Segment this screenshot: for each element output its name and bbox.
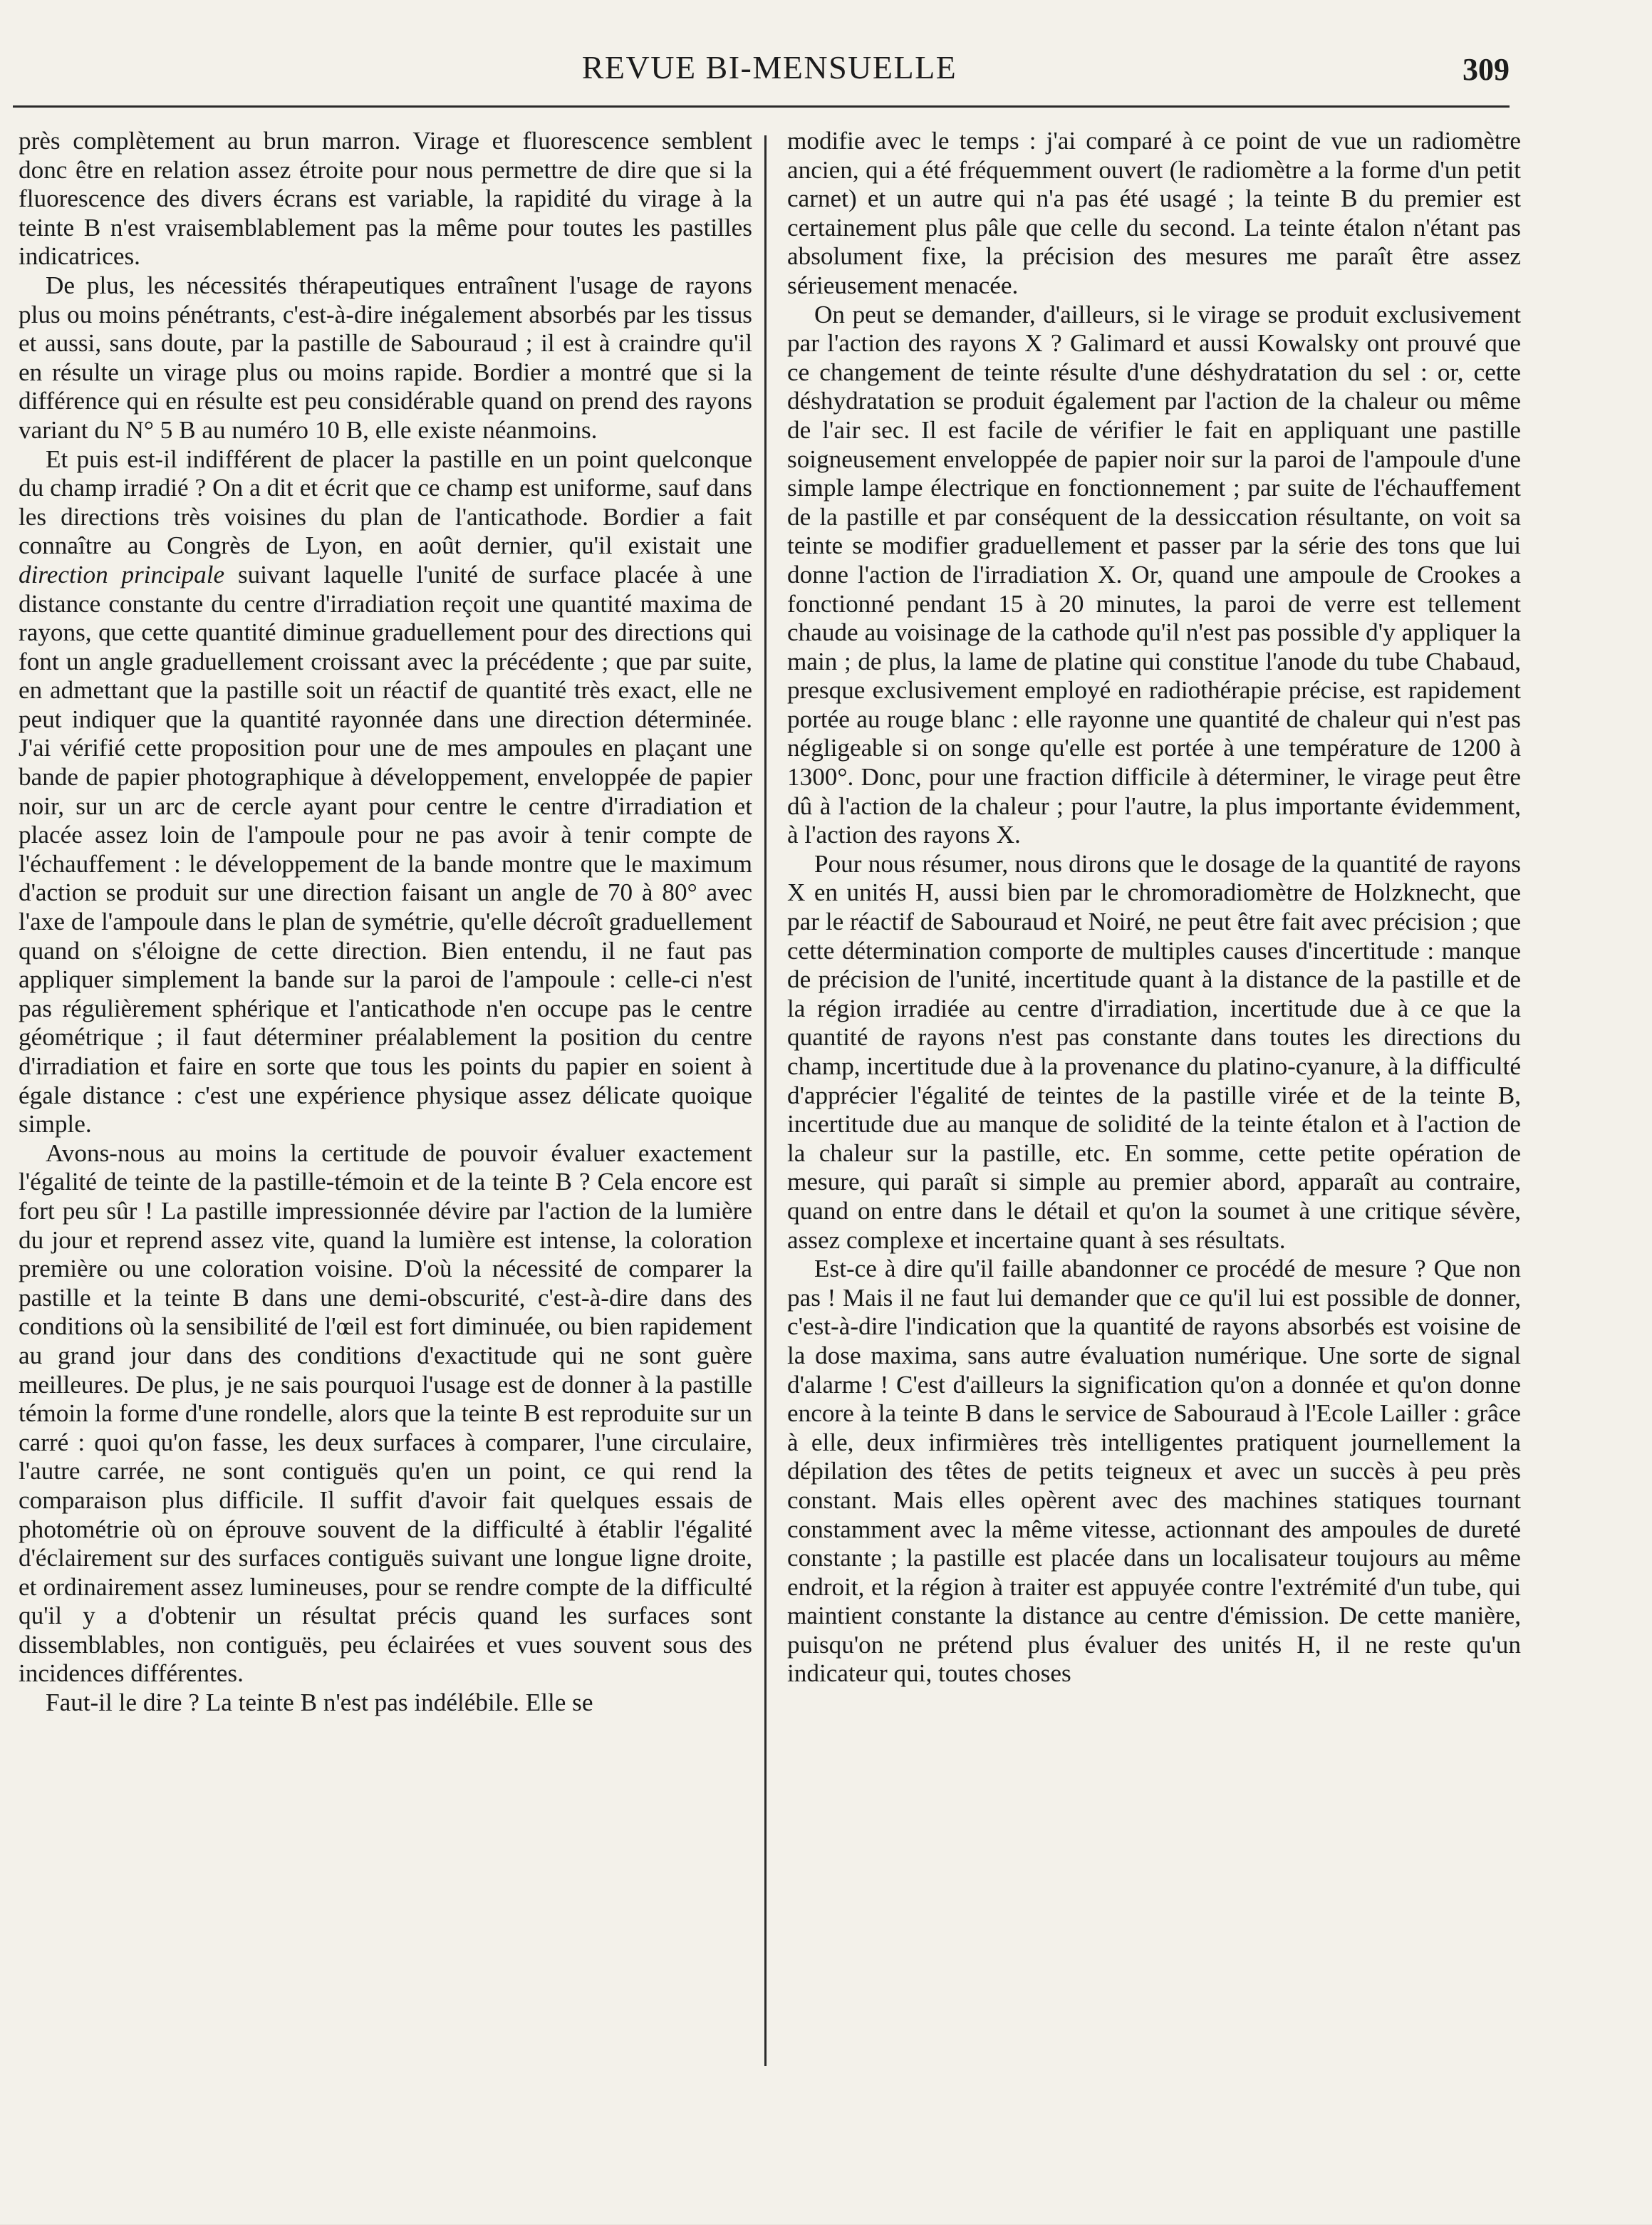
left-column [19, 127, 752, 1718]
paragraph: On peut se demander, d'ailleurs, si le virage se produit exclusivement par l'action des rayons X ? Galimard et aussi Kowalsky ont prouvé que ce changement de teinte résulte d'une déshydratation du sel : or, cette déshydratation se produit également par l'action de la chaleur ou même de l'air sec. Il est facile de vérifier le fait en appliquant une pastille soigneusement enveloppée de papier noir sur la paroi de l'ampoule d'une simple lampe électrique en fonctionnement ; par suite de l'échauffement de la pastille et par conséquent de la dessiccation résultante, on voit sa teinte se modifier graduellement et passer par la série des tons que lui donne l'action de l'irradiation X. Or, quand une ampoule de Crookes a fonctionné pendant 15 à 20 minutes, la paroi de verre est tellement chaude au voisinage de la cathode qu'il n'est pas possible d'y appliquer la main ; de plus, la lame de platine qui constitue l'anode du tube Chabaud, presque exclusivement employé en radiothérapie précise, est rapidement portée au rouge blanc : elle rayonne une quantité de chaleur qui n'est pas négligeable si on songe qu'elle est portée à une température de 1200 à 1300°. Donc, pour une fraction difficile à déterminer, le virage peut être dû à l'action de la chaleur ; pour l'autre, la plus importante évidemment, à l'action des rayons X. [787, 300, 1521, 849]
paragraph: De plus, les nécessités thérapeutiques entraînent l'usage de rayons plus ou moins pénétrants, c'est-à-dire inégalement absorbés par les tissus et aussi, sans doute, par la pastille de Sabouraud ; il est à craindre qu'il en résulte un virage plus ou moins rapide. Bordier a montré que si la différence qui en résulte est peu considérable quand on prend des rayons variant du N° 5 B au numéro 10 B, elle existe néanmoins. [19, 271, 752, 444]
right-column [787, 127, 1521, 1689]
paragraph: Pour nous résumer, nous dirons que le dosage de la quantité de rayons X en unités H, aussi bien par le chromoradiomètre de Holzknecht, que par le réactif de Sabouraud et Noiré, ne peut être fait avec précision ; que cette détermination comporte de multiples causes d'incertitude : manque de précision de l'unité, incertitude quant à la distance de la pastille et de la région irradiée au centre d'irradiation, incertitude due à ce que la quantité de rayons n'est pas constante dans toutes les directions du champ, incertitude due à la provenance du platino-cyanure, à la difficulté d'apprécier l'égalité de teintes de la pastille virée et de la teinte B, incertitude due au manque de solidité de la teinte étalon et à l'action de la chaleur sur la pastille, etc. En somme, cette petite opération de mesure, qui paraît si simple au premier abord, apparaît au contraire, quand on entre dans le détail et qu'on la soumet à une critique sévère, assez complexe et incertaine quant à ses résultats. [787, 849, 1521, 1254]
paragraph: modifie avec le temps : j'ai comparé à ce point de vue un radiomètre ancien, qui a été fréquemment ouvert (le radiomètre a la forme d'un petit carnet) et un autre qui n'a pas été usagé ; la teinte B du premier est certainement plus pâle que celle du second. La teinte étalon n'étant pas absolument fixe, la précision des mesures me paraît être assez sérieusement menacée. [787, 127, 1521, 299]
header-rule [13, 105, 1510, 108]
paragraph-text: Et puis est-il indifférent de placer la pastille en un point quelconque du champ irradié ? On a dit et écrit que ce champ est uniforme, sauf dans les directions très voisines du plan de l'anticathode. Bordier a fait connaître au Congrès de Lyon, en août dernier, qu'il existait une [19, 445, 752, 560]
paragraph: Faut-il le dire ? La teinte B n'est pas indélébile. Elle se [46, 1689, 593, 1717]
paragraph-text: suivant laquelle l'unité de surface placée à une distance constante du centre d'irradiation reçoit une quantité maxima de rayons, que cette quantité diminue graduellement pour des directions qui font un angle graduellement croissant avec la précédente ; que par suite, en admettant que la pastille soit un réactif de quantité très exact, elle ne peut indiquer que la quantité rayonnée dans une direction déterminée. J'ai vérifié cette proposition pour une de mes ampoules en plaçant une bande de papier photographique à développement, enveloppée de papier noir, sur un arc de cercle ayant pour centre le centre d'irradiation et placée assez loin de l'ampoule pour ne pas avoir à tenir compte de l'échauffement : le développement de la bande montre que le maximum d'action se produit sur une direction faisant un angle de 70 à 80° avec l'axe de l'ampoule dans le plan de symétrie, qu'elle décroît graduellement quand on s'éloigne de cette direction. Bien entendu, il ne faut pas appliquer simplement la bande sur la paroi de l'ampoule : celle-ci n'est pas régulièrement sphérique et l'anticathode n'en occupe pas le centre géométrique ; il faut déterminer préalablement la position du centre d'irradiation et faire en sorte que tous les points du papier en soient à égale distance : c'est une expérience physique assez délicate quoique simple. [19, 560, 753, 1139]
column-rule [764, 135, 767, 2066]
paragraph: Avons-nous au moins la certitude de pouvoir évaluer exactement l'égalité de teinte de la pastille-témoin et de la teinte B ? Cela encore est fort peu sûr ! La pastille impressionnée dévire par l'action de la lumière du jour et reprend assez vite, quand la lumière est intense, la coloration première ou une coloration voisine. D'où la nécessité de comparer la pastille et la teinte B dans une demi-obscurité, c'est-à-dire dans des conditions où la sensibilité de l'œil est fort diminuée, ou bien rapidement au grand jour dans des conditions d'exactitude qui ne sont guère meilleures. De plus, je ne sais pourquoi l'usage est de donner à la pastille témoin la forme d'une rondelle, alors que la teinte B est reproduite sur un carré : quoi qu'on fasse, les deux surfaces à comparer, l'une circulaire, l'autre carrée, ne sont contiguës qu'en un point, ce qui rend la comparaison plus difficile. Il suffit d'avoir fait quelques essais de photométrie où on éprouve souvent de la difficulté à établir l'égalité d'éclairement sur des surfaces contiguës suivant une longue ligne droite, et ordinairement assez lumineuses, pour se rendre compte de la difficulté qu'il y a d'obtenir un résultat précis quand les surfaces sont dissemblables, non contiguës, peu éclairées et vues souvent sous des incidences différentes. [19, 1139, 752, 1688]
paragraph: près complètement au brun marron. Virage et fluorescence semblent donc être en relation assez étroite pour nous permettre de dire que si la fluorescence des divers écrans est variable, la rapidité du virage à la teinte B n'est vraisemblablement pas la même pour toutes les pastilles indicatrices. [19, 127, 752, 271]
page-number: 309 [1463, 52, 1510, 87]
italic-term: direction principale [19, 560, 225, 588]
paragraph: Est-ce à dire qu'il faille abandonner ce procédé de mesure ? Que non pas ! Mais il ne faut lui demander que ce qu'il lui est possible de donner, c'est-à-dire l'indication que la quantité de rayons absorbés est voisine de la dose maxima, sans autre évaluation numérique. Une sorte de signal d'alarme ! C'est d'ailleurs la signification qu'on a donnée et qu'on donne encore à la teinte B dans le service de Sabouraud à l'Ecole Lailler : grâce à elle, deux infirmières très intelligentes pratiquent journellement la dépilation des têtes de petits teigneux et avec un succès à peu près constant. Mais elles opèrent avec des machines statiques tournant constamment avec la même vitesse, actionnant des ampoules de dureté constante ; la pastille est placée dans un localisateur toujours au même endroit, et la région à traiter est appuyée contre l'extrémité d'un tube, qui maintient constante la distance au centre d'émission. De cette manière, puisqu'on ne prétend plus évaluer des unités H, il ne reste qu'un indicateur qui, toutes choses [787, 1255, 1521, 1688]
paragraph [19, 445, 752, 1139]
journal-title: REVUE BI-MENSUELLE [581, 49, 957, 85]
